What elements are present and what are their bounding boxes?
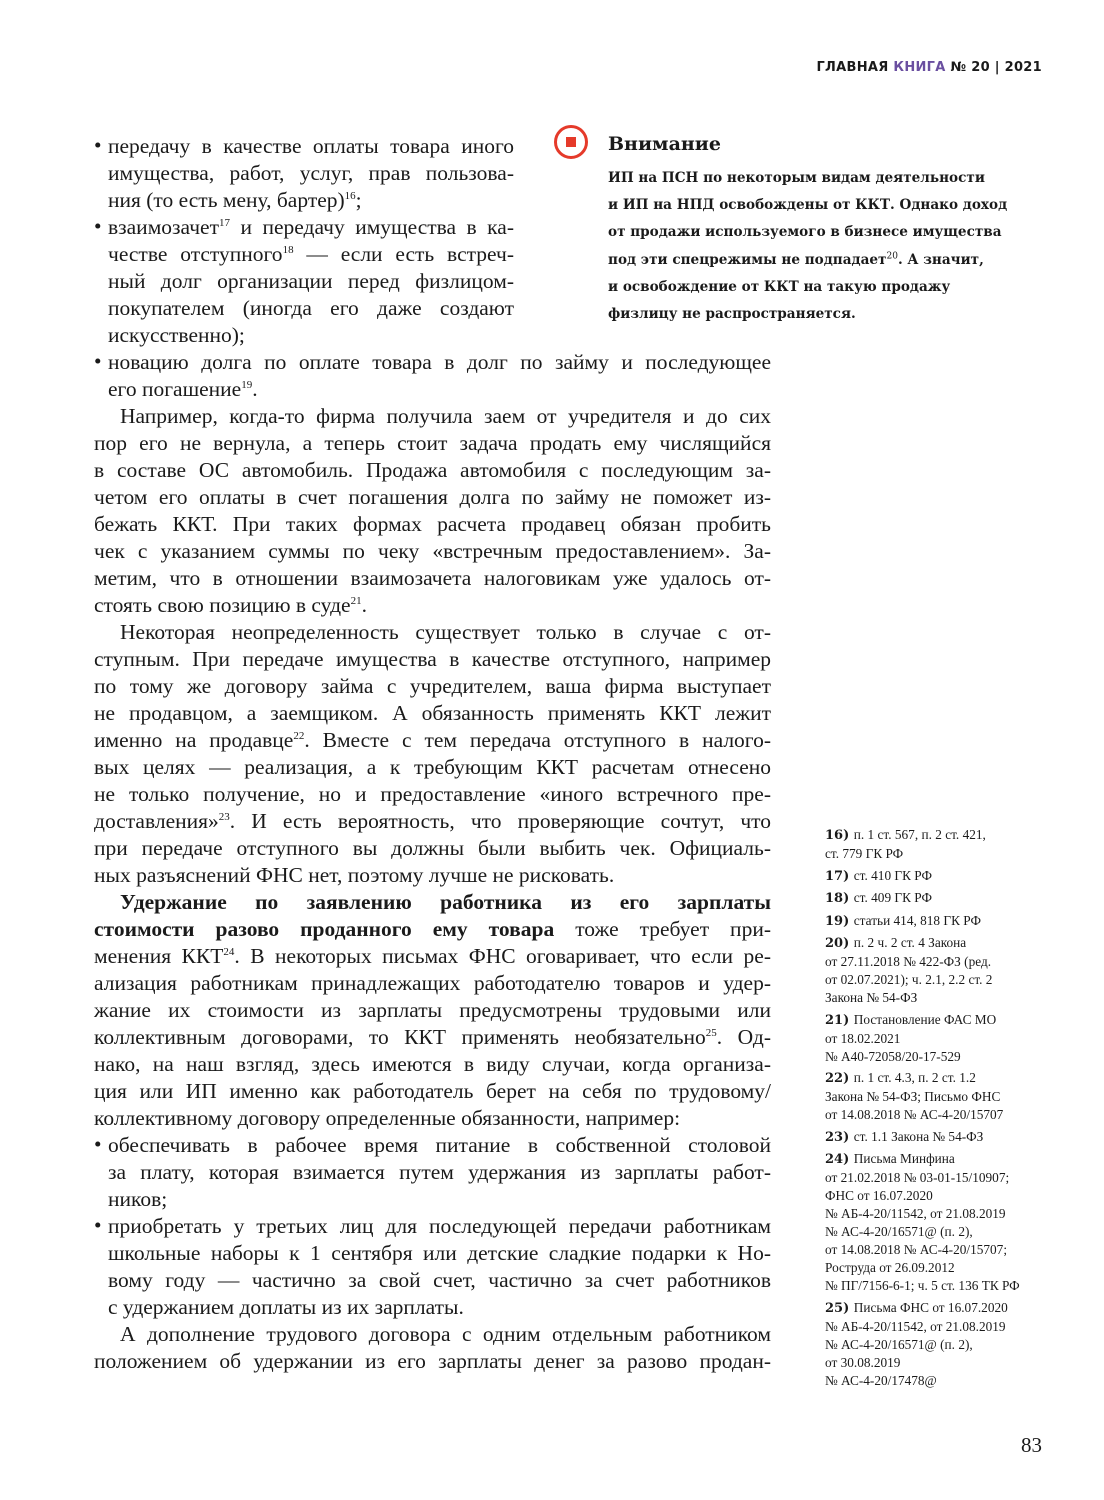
- bold-lead: Удержание по заявлению работника из его зарплаты: [120, 890, 771, 914]
- bullet-item: [94, 1132, 771, 1213]
- callout-line: и ИП на НПД освобождены от ККТ. Однако доход: [608, 197, 1008, 214]
- footnote-ref: 20: [886, 251, 898, 262]
- text-line: Например, когда-то фирма получила заем от учредителя и до сих: [120, 404, 771, 428]
- footnote: [825, 889, 1055, 908]
- footnote-line: от 14.08.2018 № АС-4-20/15707;: [825, 1242, 1008, 1257]
- text-line: ализация работникам принадлежащих работодателю товаров и удер-: [94, 971, 771, 995]
- footnote-line: 24) Письма Минфина: [825, 1151, 955, 1167]
- text-line: стоять свою позицию в суде$^{21}$.: [94, 593, 367, 617]
- footnote-line: № АС-4-20/16571@ (п. 2),: [825, 1224, 973, 1239]
- footnote-line: ФНС от 16.07.2020: [825, 1188, 933, 1203]
- text-line: взаимозачет$^{17}$ и передачу имущества в ка-: [108, 215, 514, 239]
- footnote: [825, 1128, 1055, 1147]
- callout-line: физлицу не распространяется.: [608, 306, 856, 323]
- footnote-line: 18) ст. 409 ГК РФ: [825, 890, 932, 906]
- text-line: коллективному договору определенные обязанности, например:: [94, 1106, 681, 1130]
- paragraph: [94, 403, 771, 619]
- text-line: за плату, которая взимается путем удержания из зарплаты работ-: [108, 1160, 771, 1184]
- text-line: приобретать у третьих лиц для последующей передачи работникам: [108, 1214, 771, 1238]
- text-line: менения ККТ$^{24}$. В некоторых письмах ФНС оговаривает, что если ре-: [94, 944, 771, 968]
- footnote-line: № АБ-4-20/11542, от 21.08.2019: [825, 1318, 1006, 1334]
- bullet-icon: •: [94, 349, 102, 373]
- footnote-line: 21) Постановление ФАС МО: [825, 1011, 997, 1028]
- text-line: чек с указанием суммы по чеку «встречным предоставлением». За-: [94, 539, 771, 563]
- callout-title: Внимание: [608, 133, 721, 155]
- text-line: четом его оплаты в счет погашения долга по займу не поможет из-: [94, 485, 771, 509]
- text-line: обеспечивать в рабочее время питание в собственной столовой: [108, 1133, 771, 1157]
- brand-name-part1: ГЛАВНАЯ: [816, 60, 889, 75]
- bullet-icon: •: [94, 214, 102, 238]
- text-line: ный долг организации перед физлицом-: [108, 269, 514, 293]
- footnote-line: от 14.08.2018 № АС-4-20/15707: [825, 1107, 1004, 1122]
- footnote-number: 17): [825, 868, 854, 884]
- footnote-ref: 24: [223, 945, 235, 958]
- text-line: искусственно);: [108, 323, 245, 347]
- text-line: вому году — частично за свой счет, частично за счет работников: [108, 1268, 771, 1292]
- footnote-number: 19): [825, 913, 854, 929]
- footnote-line: № А40-72058/20-17-529: [825, 1048, 961, 1064]
- text-line: доставления»$^{23}$. И есть вероятность, что проверяющие сочтут, что: [94, 809, 771, 833]
- footnote-number: 20): [825, 936, 854, 951]
- footnote-line: Закона № 54-ФЗ: [825, 990, 918, 1005]
- footnote-line: от 21.02.2018 № 03-01-15/10907;: [825, 1170, 1010, 1185]
- footnote-number: 24): [825, 1152, 854, 1167]
- footnote: [825, 934, 1055, 1007]
- footnote-line: Закона № 54-ФЗ; Письмо ФНС: [825, 1089, 1001, 1104]
- bullet-item: [94, 349, 771, 403]
- footnote-line: от 02.07.2021); ч. 2.1, 2.2 ст. 2: [825, 972, 993, 987]
- callout-line: и освобождение от ККТ на такую продажу: [608, 278, 951, 295]
- footnote-line: 20) п. 2 ч. 2 ст. 4 Закона: [825, 935, 967, 951]
- footnote: [825, 1069, 1055, 1124]
- footnote: [825, 912, 1055, 931]
- footnote: [825, 826, 1055, 863]
- footnote-line: 17) ст. 410 ГК РФ: [825, 867, 932, 884]
- footnote: [825, 867, 1055, 886]
- paragraph: [94, 889, 771, 1132]
- text-line: передачу в качестве оплаты товара иного: [108, 134, 514, 158]
- text-line: при передаче отступного вы должны были выбить чек. Официаль-: [94, 836, 771, 860]
- footnote-line: 19) статьи 414, 818 ГК РФ: [825, 912, 981, 929]
- footnote-line: Роструда от 26.09.2012: [825, 1260, 955, 1275]
- callout-line: ИП на ПСН по некоторым видам деятельности: [608, 170, 985, 186]
- text-line: ных разъяснений ФНС нет, поэтому лучше не рисковать.: [94, 863, 615, 887]
- footnote-line: № АС-4-20/17478@: [825, 1372, 937, 1388]
- text-line: нако, на наш взгляд, здесь имеются в виду случаи, когда организа-: [94, 1052, 771, 1076]
- text-line: А дополнение трудового договора с одним отдельным работником: [120, 1322, 771, 1346]
- text-line: ция или ИП именно как работодатель берет на себя по трудовому/: [94, 1079, 771, 1103]
- footnote-ref: 23: [218, 810, 230, 823]
- text-line: его погашение$^{19}$.: [108, 377, 258, 401]
- text-line: не только получение, но и предоставление «иного встречного пре-: [94, 782, 771, 806]
- footnote-line: от 18.02.2021: [825, 1030, 901, 1046]
- footnote-line: № АБ-4-20/11542, от 21.08.2019: [825, 1206, 1006, 1221]
- footnote-ref: 19: [241, 378, 253, 391]
- text-line: школьные наборы к 1 сентября или детские сладкие подарки к Но-: [108, 1241, 771, 1265]
- footnote-number: 21): [825, 1012, 854, 1028]
- paragraph: [94, 1321, 771, 1375]
- footnote-number: 23): [825, 1129, 854, 1145]
- footnote-line: от 30.08.2019: [825, 1354, 901, 1370]
- text-line: покупателем (иногда его даже создают: [108, 296, 514, 320]
- text-line: по тому же договору займа с учредителем, ваша фирма выступает: [94, 674, 771, 698]
- text-line: стоимости разово проданного ему товара тоже требует при-: [94, 917, 771, 941]
- footnote-ref: 22: [293, 729, 305, 742]
- magazine-header: [816, 60, 1042, 75]
- footnote-ref: 16: [344, 189, 356, 202]
- footnote: [825, 1299, 1055, 1390]
- text-line: не продавцом, а заемщиком. А обязанность применять ККТ лежит: [94, 701, 771, 725]
- bullet-icon: •: [94, 1132, 102, 1156]
- footnote-ref: 17: [218, 216, 230, 229]
- page-number: 83: [1021, 1433, 1042, 1457]
- text-line: бежать ККТ. При таких формах расчета продавец обязан пробить: [94, 512, 771, 536]
- text-line: в составе ОС автомобиль. Продажа автомобиля с последующим за-: [94, 458, 771, 482]
- footnote: [825, 1011, 1055, 1066]
- text-line: Некоторая неопределенность существует только в случае с от-: [120, 620, 771, 644]
- text-line: пор его не вернула, а теперь стоит задача продать ему числящийся: [94, 431, 771, 455]
- text-line: с удержанием доплаты из их зарплаты.: [108, 1295, 464, 1319]
- footnotes: [825, 826, 1055, 1393]
- text-line: [94, 889, 771, 916]
- footnote-number: 16): [825, 828, 854, 843]
- footnote-ref: 18: [282, 243, 294, 256]
- text-line: ников;: [108, 1187, 168, 1211]
- text-line: честве отступного$^{18}$ — если есть встреч-: [108, 242, 514, 266]
- paragraph: [94, 619, 771, 889]
- callout-line: от продажи используемого в бизнесе имущества: [608, 224, 1002, 241]
- bullet-icon: •: [94, 1213, 102, 1237]
- text-line: именно на продавце$^{22}$. Вместе с тем передача отступного в налого-: [94, 728, 771, 752]
- text-line: вых целях — реализация, а к требующим ККТ расчетам отнесено: [94, 755, 771, 779]
- footnote-line: № АС-4-20/16571@ (п. 2),: [825, 1336, 973, 1352]
- footnote-line: 23) ст. 1.1 Закона № 54-ФЗ: [825, 1128, 984, 1145]
- footnote-line: 22) п. 1 ст. 4.3, п. 2 ст. 1.2: [825, 1070, 976, 1086]
- footnote-line: ст. 779 ГК РФ: [825, 846, 904, 861]
- text-line: жание их стоимости из зарплаты предусмотрены трудовыми или: [94, 998, 771, 1022]
- text-line: ступным. При передаче имущества в качестве отступного, например: [94, 647, 771, 671]
- text-line: метим, что в отношении взаимозачета налоговикам уже удалось от-: [94, 566, 771, 590]
- footnote-number: 22): [825, 1071, 854, 1086]
- callout-text: [608, 165, 1048, 328]
- issue-number: № 20 | 2021: [950, 60, 1042, 75]
- footnote: [825, 1150, 1055, 1295]
- text-line: положением об удержании из его зарплаты денег за разово продан-: [94, 1349, 771, 1373]
- footnote-ref: 21: [350, 594, 362, 607]
- text-line: коллективным договорами, то ККТ применять необязательно$^{25}$. Од-: [94, 1025, 771, 1049]
- text-line: ния (то есть мену, бартер)$^{16}$;: [108, 188, 362, 212]
- footnote-ref: 25: [705, 1026, 717, 1039]
- footnote-line: от 27.11.2018 № 422-ФЗ (ред.: [825, 954, 992, 969]
- bold-lead: стоимости разово проданного ему товара: [94, 917, 555, 941]
- footnote-line: 16) п. 1 ст. 567, п. 2 ст. 421,: [825, 827, 986, 843]
- bullet-icon: •: [94, 133, 102, 157]
- callout-line: под эти спецрежимы не подпадает$^{20}$. А значит,: [608, 251, 984, 268]
- bullet-item: [94, 1213, 771, 1321]
- footnote-line: 25) Письма ФНС от 16.07.2020: [825, 1299, 1008, 1316]
- footnote-number: 25): [825, 1300, 854, 1316]
- text-line: имущества, работ, услуг, прав пользова-: [108, 161, 514, 185]
- stop-circle-icon: [554, 125, 588, 159]
- footnote-number: 18): [825, 891, 854, 906]
- footnote-line: № ПГ/7156-6-1; ч. 5 ст. 136 ТК РФ: [825, 1278, 1020, 1293]
- brand-name-part2: КНИГА: [893, 60, 946, 75]
- text-line: новацию долга по оплате товара в долг по займу и последующее: [108, 350, 771, 374]
